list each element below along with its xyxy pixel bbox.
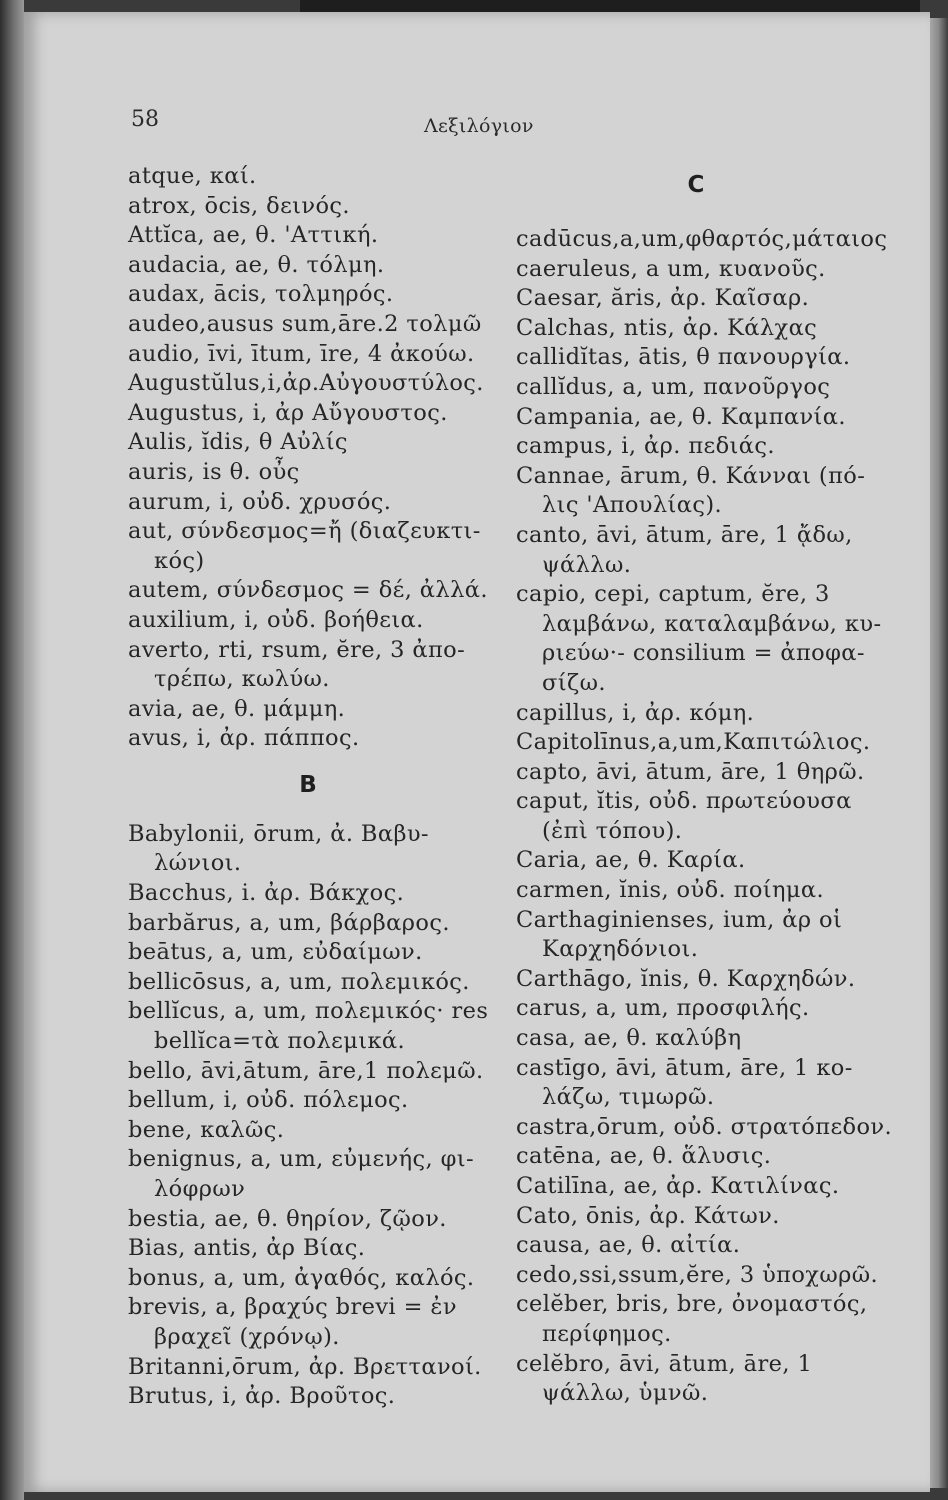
dictionary-line: averto, rti, rsum, ĕre, 3 ἀπο- xyxy=(128,636,466,663)
dictionary-line: audax, ācis, τολμηρός. xyxy=(128,281,394,308)
dictionary-line: atque, καί. xyxy=(128,163,257,189)
dictionary-line: carus, a, um, προσφιλής. xyxy=(516,995,810,1022)
page-header xyxy=(24,107,930,147)
dictionary-line: Carthāgo, ĭnis, θ. Καρχηδών. xyxy=(516,965,856,992)
page-number: 58 xyxy=(131,107,159,132)
dictionary-line-continuation: ψάλλω, ὑμνῶ. xyxy=(542,1380,709,1407)
dictionary-line: brevis, a, βραχύς brevi = ἐν xyxy=(128,1294,457,1321)
dictionary-line: cadūcus,a,um,φθαρτός,μάταιος xyxy=(516,226,888,252)
dictionary-line: audeo,ausus sum,āre.2 τολμῶ xyxy=(128,310,482,337)
dictionary-line: atrox, ōcis, δεινός. xyxy=(128,192,350,219)
dictionary-line: Catilīna, ae, ἀρ. Κατιλίνας. xyxy=(516,1173,840,1199)
dictionary-line-continuation: περίφημος. xyxy=(542,1320,672,1347)
dictionary-line: Caria, ae, θ. Καρία. xyxy=(516,847,746,874)
dictionary-line-continuation: bellĭca=τὰ πολεμικά. xyxy=(154,1028,406,1055)
dictionary-line: bellum, i, οὐδ. πόλεμος. xyxy=(128,1087,409,1114)
dictionary-line: beātus, a, um, εὐδαίμων. xyxy=(128,939,423,966)
dictionary-line: avia, ae, θ. μάμμη. xyxy=(128,695,346,722)
dictionary-line: catēna, ae, θ. ἅλυσις. xyxy=(516,1143,772,1170)
dictionary-line: avus, i, ἀρ. πάππος. xyxy=(128,725,360,752)
dictionary-line: cedo,ssi,ssum,ĕre, 3 ὑποχωρῶ. xyxy=(516,1261,879,1288)
dictionary-line: celĕbro, āvi, ātum, āre, 1 xyxy=(516,1350,813,1377)
dictionary-line: audacia, ae, θ. τόλμη. xyxy=(128,251,385,278)
running-title: Λεξιλόγιον xyxy=(424,115,534,137)
dictionary-line: benignus, a, um, εὐμενής, φι- xyxy=(128,1146,474,1173)
dictionary-line-continuation: βραχεῖ (χρόνῳ). xyxy=(154,1323,340,1350)
dictionary-line-continuation: λαμβάνω, καταλαμβάνω, κυ- xyxy=(542,610,882,637)
dictionary-line: Augustus, i, ἀρ Αὔγουστος. xyxy=(128,399,448,426)
dictionary-line: auxilium, i, οὐδ. βοήθεια. xyxy=(128,606,424,633)
dictionary-line: canto, āvi, ātum, āre, 1 ᾄδω, xyxy=(516,521,853,548)
dictionary-line-continuation: Καρχηδόνιοι. xyxy=(542,936,699,963)
dictionary-line: bonus, a, um, ἀγαθός, καλός. xyxy=(128,1264,475,1291)
dictionary-line: causa, ae, θ. αἰτία. xyxy=(516,1232,741,1259)
dictionary-line: Bacchus, i. ἀρ. Βάκχος. xyxy=(128,880,405,907)
dictionary-line: Cannae, ārum, θ. Κάνναι (πό- xyxy=(516,462,866,489)
dictionary-line: campus, i, ἀρ. πεδιάς. xyxy=(516,433,775,460)
section-letter-c: C xyxy=(687,172,705,198)
dictionary-line: Caesar, ăris, ἀρ. Καῖσαρ. xyxy=(516,285,810,312)
dictionary-line: casa, ae, θ. καλύβη xyxy=(516,1025,742,1052)
dictionary-line: audio, īvi, ītum, īre, 4 ἀκούω. xyxy=(128,340,475,367)
dictionary-line: bellicōsus, a, um, πολεμικός. xyxy=(128,968,470,995)
dictionary-line: barbărus, a, um, βάρβαρος. xyxy=(128,909,450,936)
dictionary-line: castīgo, āvi, ātum, āre, 1 κο- xyxy=(516,1054,853,1081)
dictionary-line-continuation: ψάλλω. xyxy=(542,551,632,578)
book-binding xyxy=(0,0,24,1500)
dictionary-line-continuation: σίζω. xyxy=(542,669,606,696)
dictionary-line: autem, σύνδεσμος = δέ, ἀλλά. xyxy=(128,577,488,604)
dictionary-line-continuation: λάζω, τιμωρῶ. xyxy=(542,1084,715,1111)
dictionary-line: bene, καλῶς. xyxy=(128,1116,285,1143)
dictionary-line-continuation: τρέπω, κωλύω. xyxy=(154,666,330,693)
dictionary-line: celĕber, bris, bre, ὀνομαστός, xyxy=(516,1291,868,1318)
dictionary-line: Carthaginienses, ium, ἀρ οἱ xyxy=(516,906,843,933)
dictionary-line: callĭdus, a, um, πανοῦργος xyxy=(516,373,831,400)
section-letter-b: B xyxy=(299,771,317,798)
dictionary-line: Bias, antis, ἀρ Βίας. xyxy=(128,1235,366,1262)
dictionary-line: caeruleus, a um, κυανοῦς. xyxy=(516,255,826,282)
dictionary-line: capillus, i, ἀρ. κόμη. xyxy=(516,699,755,726)
dictionary-line-continuation: λόφρων xyxy=(154,1176,246,1202)
right-column xyxy=(516,162,916,1409)
dictionary-line: Attĭca, ae, θ. 'Αττική. xyxy=(128,222,379,249)
dictionary-line: aurum, i, οὐδ. χρυσός. xyxy=(128,488,392,515)
dictionary-line: carmen, ĭnis, οὐδ. ποίημα. xyxy=(516,877,825,904)
left-column xyxy=(128,162,498,1412)
dictionary-line: castra,ōrum, οὐδ. στρατόπεδον. xyxy=(516,1113,893,1140)
dictionary-line: bello, āvi,ātum, āre,1 πολεμῶ. xyxy=(128,1057,484,1084)
dictionary-line: Britanni,ōrum, ἀρ. Βρεττανοί. xyxy=(128,1353,482,1380)
dictionary-line: Augustŭlus,i,ἀρ.Αὐγουστύλος. xyxy=(128,370,484,397)
dictionary-line: Aulis, ĭdis, θ Αὐλίς xyxy=(128,429,348,456)
dictionary-line: Campania, ae, θ. Καμπανία. xyxy=(516,403,846,430)
dictionary-line: bestia, ae, θ. θηρίον, ζῷον. xyxy=(128,1205,447,1232)
dictionary-line-continuation: ριεύω·- consilium = ἀποφα- xyxy=(542,640,865,667)
dictionary-line: Capitolīnus,a,um,Καπιτώλιος. xyxy=(516,729,871,756)
dictionary-line: auris, is θ. οὖς xyxy=(128,458,300,485)
dictionary-line: bellĭcus, a, um, πολεμικός· res xyxy=(128,998,489,1025)
dictionary-line: callidĭtas, ātis, θ πανουργία. xyxy=(516,344,851,371)
dictionary-line-continuation: κός) xyxy=(154,547,205,574)
dictionary-line: Calchas, ntis, ἀρ. Κάλχας xyxy=(516,314,818,341)
dictionary-line: caput, ĭtis, οὐδ. πρωτεύουσα xyxy=(516,788,852,815)
dictionary-line: capto, āvi, ātum, āre, 1 θηρῶ. xyxy=(516,758,865,785)
dictionary-line: capio, cepi, captum, ĕre, 3 xyxy=(516,581,830,608)
dictionary-line-continuation: (ἐπὶ τόπου). xyxy=(542,817,683,844)
dictionary-line-continuation: λώνιοι. xyxy=(154,850,242,877)
dictionary-line-continuation: λις 'Απουλίας). xyxy=(542,492,723,519)
dictionary-line: aut, σύνδεσμος=ἤ (διαζευκτι- xyxy=(128,518,481,545)
dictionary-line: Cato, ōnis, ἀρ. Κάτων. xyxy=(516,1202,780,1229)
book-page xyxy=(24,12,930,1492)
dictionary-line: Babylonii, ōrum, ἀ. Βαβυ- xyxy=(128,820,429,847)
dictionary-line: Brutus, i, ἀρ. Βροῦτος. xyxy=(128,1383,396,1410)
